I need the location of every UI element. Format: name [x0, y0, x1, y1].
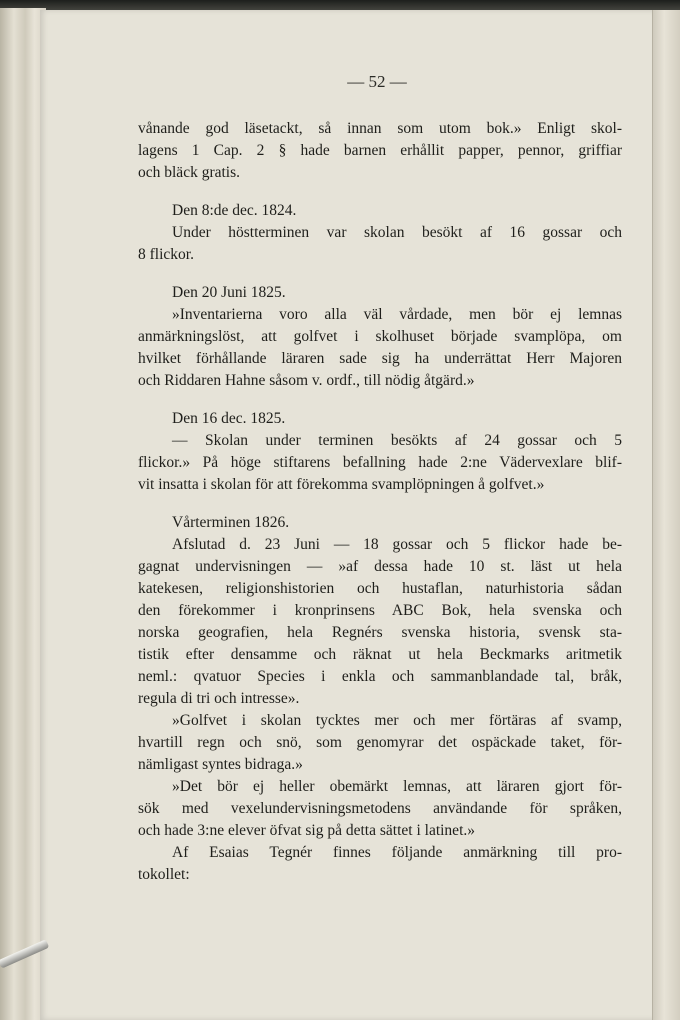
text-line: »Inventarierna voro alla väl vårdade, men bör ej lemnas: [172, 306, 622, 323]
text-line: regula di tri och intresse».: [138, 690, 300, 707]
paragraph-gap: [138, 496, 622, 512]
text-line: lagens 1 Cap. 2 § hade barnen erhållit papper, pennor, griffiar: [138, 142, 622, 159]
text-line: vit insatta i skolan för att förekomma svamplöpningen å golfvet.»: [138, 476, 545, 493]
text-line: Afslutad d. 23 Juni — 18 gossar och 5 flickor hade be-: [172, 536, 622, 553]
text-line: Af Esaias Tegnér finnes följande anmärkning till pro-: [172, 844, 622, 861]
text-line: »Det bör ej heller obemärkt lemnas, att läraren gjort för-: [172, 778, 622, 795]
text-line: tistik efter densamme och räknat ut hela Beckmarks aritmetik: [138, 646, 622, 663]
text-line: katekesen, religionshistorien och hustaflan, naturhistoria sådan: [138, 580, 622, 597]
text-line: Vårterminen 1826.: [172, 514, 290, 531]
text-line: och Riddaren Hahne såsom v. ordf., till nödig åtgärd.»: [138, 372, 475, 389]
text-line: vånande god läsetackt, så innan som utom bok.» Enligt skol-: [138, 120, 622, 137]
text-line: hvilket förhållande läraren sade sig ha underrättat Herr Majoren: [138, 350, 622, 367]
text-line: 8 flickor.: [138, 246, 194, 263]
text-line: Under höstterminen var skolan besökt af 16 gossar och: [172, 224, 622, 241]
paragraph-gap: [138, 266, 622, 282]
text-line: flickor.» På höge stiftarens befallning hade 2:ne Vädervexlare blif-: [138, 454, 622, 471]
text-line: Den 8:de dec. 1824.: [172, 202, 297, 219]
text-line: Den 16 dec. 1825.: [172, 410, 286, 427]
text-line: — Skolan under terminen besökts af 24 gossar och 5: [172, 432, 622, 449]
text-line: den förekommer i kronprinsens ABC Bok, hela svenska och: [138, 602, 622, 619]
facing-page-edge: [652, 10, 680, 1020]
text-line: Den 20 Juni 1825.: [172, 284, 286, 301]
paragraph-gap: [138, 392, 622, 408]
text-line: nämligast syntes bidraga.»: [138, 756, 303, 773]
text-line: »Golfvet i skolan tycktes mer och mer förtäras af svamp,: [172, 712, 622, 729]
paragraph-gap: [138, 184, 622, 200]
body-text: [138, 118, 622, 886]
text-line: sök med vexelundervisningsmetodens användande för språken,: [138, 800, 622, 817]
text-line: norska geografien, hela Regnérs svenska historia, svensk sta-: [138, 624, 622, 641]
text-line: och bläck gratis.: [138, 164, 241, 181]
text-line: hvartill regn och snö, som genomyrar det ospäckade taket, för-: [138, 734, 622, 751]
page-number: — 52 —: [347, 72, 407, 91]
text-line: anmärkningslöst, att golfvet i skolhuset började svamplöpa, om: [138, 328, 622, 345]
text-line: tokollet:: [138, 866, 190, 883]
text-line: gagnat undervisningen — »af dessa hade 10 st. läst ut hela: [138, 558, 622, 575]
text-line: neml.: qvatuor Species i enkla och sammanblandade tal, bråk,: [138, 668, 622, 685]
text-line: och hade 3:ne elever öfvat sig på detta sättet i latinet.»: [138, 822, 475, 839]
